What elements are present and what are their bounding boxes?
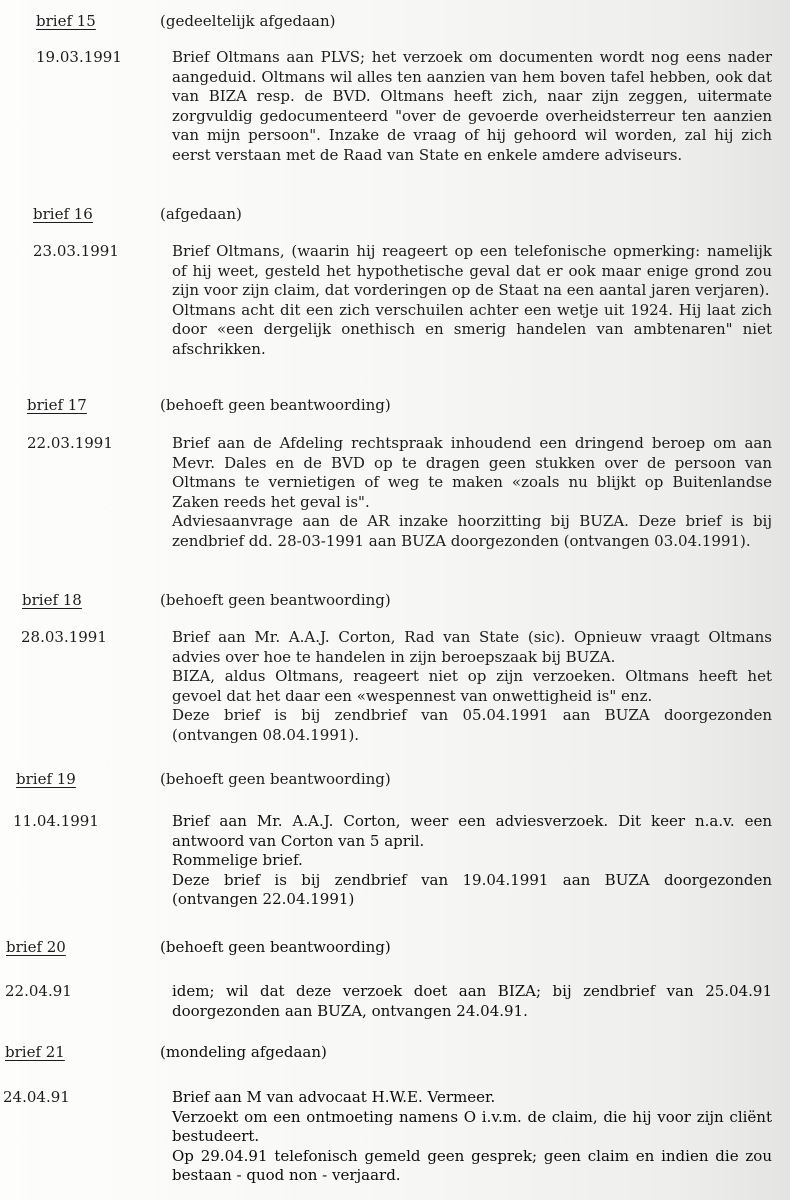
entry-date: 22.04.91 <box>5 982 72 1000</box>
entry-paragraph: Op 29.04.91 telefonisch gemeld geen gesprek; geen claim en indien die zou bestaan - quod non - verjaard. <box>172 1146 772 1184</box>
entry-paragraph: Brief aan Mr. A.A.J. Corton, Rad van State (sic). Opnieuw vraagt Oltmans advies over hoe te handelen in zijn beroepszaak bij BUZA. <box>172 628 772 666</box>
entry-body <box>172 48 772 165</box>
entry-status: (behoeft geen beantwoording) <box>160 591 391 609</box>
brief-label: brief 16 <box>33 205 93 223</box>
entry-body <box>172 1088 772 1186</box>
entry-status: (behoeft geen beantwoording) <box>160 938 391 956</box>
entry-paragraph: Rommelige brief. <box>172 851 303 869</box>
entry-status: (behoeft geen beantwoording) <box>160 396 391 414</box>
entry-body <box>172 434 772 551</box>
entry-date: 23.03.1991 <box>33 242 119 260</box>
entry-status: (afgedaan) <box>160 205 242 223</box>
entry-date: 22.03.1991 <box>27 434 113 452</box>
entry-paragraph: Oltmans acht dit een zich verschuilen achter een wetje uit 1924. Hij laat zich door «een dergelijk onethisch en smerig handelen van ambtenaren" niet afschrikken. <box>172 300 772 358</box>
entry-body <box>172 242 772 359</box>
entry-paragraph: Deze brief is bij zendbrief van 05.04.1991 aan BUZA doorgezonden (ontvangen 08.04.1991). <box>172 706 772 744</box>
entry-paragraph: Brief aan de Afdeling rechtspraak inhoudend een dringend beroep om aan Mevr. Dales en de BVD op te dragen geen stukken over de persoon van Oltmans te vernietigen of weg te maken «zoals nu blijkt op Buitenlandse Zaken reeds het geval is". <box>172 434 772 511</box>
entry-header <box>0 12 790 36</box>
entry-header <box>0 938 790 962</box>
entry-date: 28.03.1991 <box>21 628 107 646</box>
entry-header <box>0 770 790 794</box>
entry-status: (mondeling afgedaan) <box>160 1043 327 1061</box>
entry-header <box>0 1043 790 1067</box>
brief-label: brief 21 <box>5 1043 65 1061</box>
entry-paragraph: Brief Oltmans aan PLVS; het verzoek om documenten wordt nog eens nader aangeduid. Oltmans wil alles ten aanzien van hem boven tafel hebben, ook dat van BIZA resp. de BVD. Oltmans heeft zich, naar zijn zeggen, uitermate zorgvuldig gedocumenteerd "over de gevoerde overheidsterreur ten aanzien van mijn persoon". Inzake de vraag of hij gehoord wil worden, zal hij zich eerst verstaan met de Raad van State en enkele amdere adviseurs. <box>172 48 772 164</box>
entry-date: 24.04.91 <box>3 1088 70 1106</box>
entry-paragraph: Verzoekt om een ontmoeting namens O i.v.m. de claim, die hij voor zijn cliënt bestudeert. <box>172 1107 772 1145</box>
entry-status: (gedeeltelijk afgedaan) <box>160 12 336 30</box>
entry-paragraph: BIZA, aldus Oltmans, reageert niet op zijn verzoeken. Oltmans heeft het gevoel dat het daar een «wespennest van onwettigheid is" enz. <box>172 667 772 705</box>
entry-header <box>0 396 790 420</box>
entry-paragraph: Brief aan Mr. A.A.J. Corton, weer een adviesverzoek. Dit keer n.a.v. een antwoord van Corton van 5 april. <box>172 812 772 850</box>
entry-body <box>172 812 772 910</box>
entry-paragraph: Brief aan M van advocaat H.W.E. Vermeer. <box>172 1088 496 1106</box>
brief-label: brief 19 <box>16 770 76 788</box>
brief-label: brief 15 <box>36 12 96 30</box>
entry-date: 11.04.1991 <box>13 812 99 830</box>
entry-paragraph: idem; wil dat deze verzoek doet aan BIZA; bij zendbrief van 25.04.91 doorgezonden aan BUZA, ontvangen 24.04.91. <box>172 982 772 1020</box>
entry-header <box>0 591 790 615</box>
brief-label: brief 17 <box>27 396 87 414</box>
entry-date: 19.03.1991 <box>36 48 122 66</box>
entry-body <box>172 628 772 745</box>
entry-body <box>172 982 772 1021</box>
entry-paragraph: Adviesaanvrage aan de AR inzake hoorzitting bij BUZA. Deze brief is bij zendbrief dd. 28-03-1991 aan BUZA doorgezonden (ontvangen 03.04.1991). <box>172 512 772 550</box>
entry-status: (behoeft geen beantwoording) <box>160 770 391 788</box>
brief-label: brief 20 <box>6 938 66 956</box>
entry-header <box>0 205 790 229</box>
entry-paragraph: Deze brief is bij zendbrief van 19.04.1991 aan BUZA doorgezonden (ontvangen 22.04.1991) <box>172 870 772 908</box>
entry-paragraph: Brief Oltmans, (waarin hij reageert op een telefonische opmerking: namelijk of hij weet, gesteld het hypothetische geval dat er ook maar enige grond zou zijn voor zijn claim, dat vorderingen op de Staat na een aantal jaren verjaren). <box>172 242 772 299</box>
brief-label: brief 18 <box>22 591 82 609</box>
